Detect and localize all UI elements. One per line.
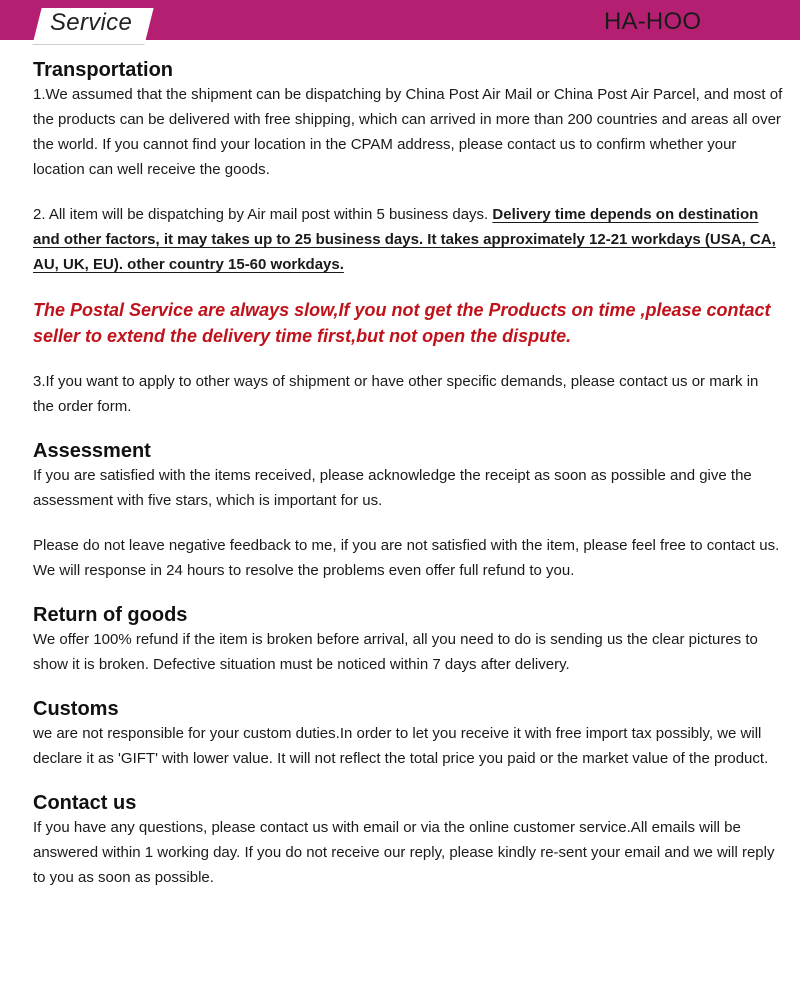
- delivery-time-notice: Delivery time depends on destination and other factors, it may takes up to 25 business days. It takes approximately 12-21 workdays (USA, CA, AU, UK, EU). other country 15-60 workdays.: [33, 206, 776, 273]
- assessment-heading: Assessment: [33, 440, 151, 462]
- header-tab-label: Service: [50, 9, 133, 36]
- transportation-paragraph-1: 1.We assumed that the shipment can be dispatching by China Post Air Mail or China Post Air Parcel, and most of the products can be delivered with free shipping, which can arrived in more than 200 countries and areas all over the world. If you cannot find your location in the CPAM address, please contact us to confirm whether your location can well receive the goods.: [33, 86, 783, 178]
- transportation-heading: Transportation: [33, 59, 174, 81]
- transportation-section: [33, 58, 783, 419]
- service-content: [33, 58, 783, 890]
- customs-heading: Customs: [33, 698, 119, 720]
- postal-service-warning: The Postal Service are always slow,If you not get the Products on time ,please contact seller to extend the delivery time first,but not open the dispute.: [33, 300, 771, 346]
- customs-section: [33, 697, 783, 771]
- return-heading: Return of goods: [33, 604, 188, 626]
- brand-name: HA-HOO: [604, 8, 702, 35]
- contact-heading: Contact us: [33, 792, 137, 814]
- contact-paragraph: If you have any questions, please contact us with email or via the online customer service.All emails will be answered within 1 working day. If you do not receive our reply, please kindly re-sent your email and we will reply to you as soon as possible.: [33, 819, 775, 886]
- return-section: [33, 603, 783, 677]
- header-bar: [0, 0, 800, 40]
- assessment-paragraph-2: Please do not leave negative feedback to me, if you are not satisfied with the item, please feel free to contact us. We will response in 24 hours to resolve the problems even offer full refund to you.: [33, 537, 780, 579]
- assessment-paragraph-1: If you are satisfied with the items received, please acknowledge the receipt as soon as possible and give the assessment with five stars, which is important for us.: [33, 467, 752, 509]
- transportation-paragraph-2: [33, 202, 783, 277]
- assessment-section: [33, 439, 783, 583]
- return-paragraph: We offer 100% refund if the item is broken before arrival, all you need to do is sending us the clear pictures to show it is broken. Defective situation must be noticed within 7 days after delivery.: [33, 631, 758, 673]
- transportation-paragraph-3: 3.If you want to apply to other ways of shipment or have other specific demands, please contact us or mark in the order form.: [33, 373, 759, 415]
- dispatch-text: 2. All item will be dispatching by Air mail post within 5 business days.: [33, 206, 493, 223]
- customs-paragraph: we are not responsible for your custom duties.In order to let you receive it with free import tax possibly, we will declare it as 'GIFT' with lower value. It will not reflect the total price you paid or the market value of the product.: [33, 725, 769, 767]
- contact-section: [33, 791, 783, 890]
